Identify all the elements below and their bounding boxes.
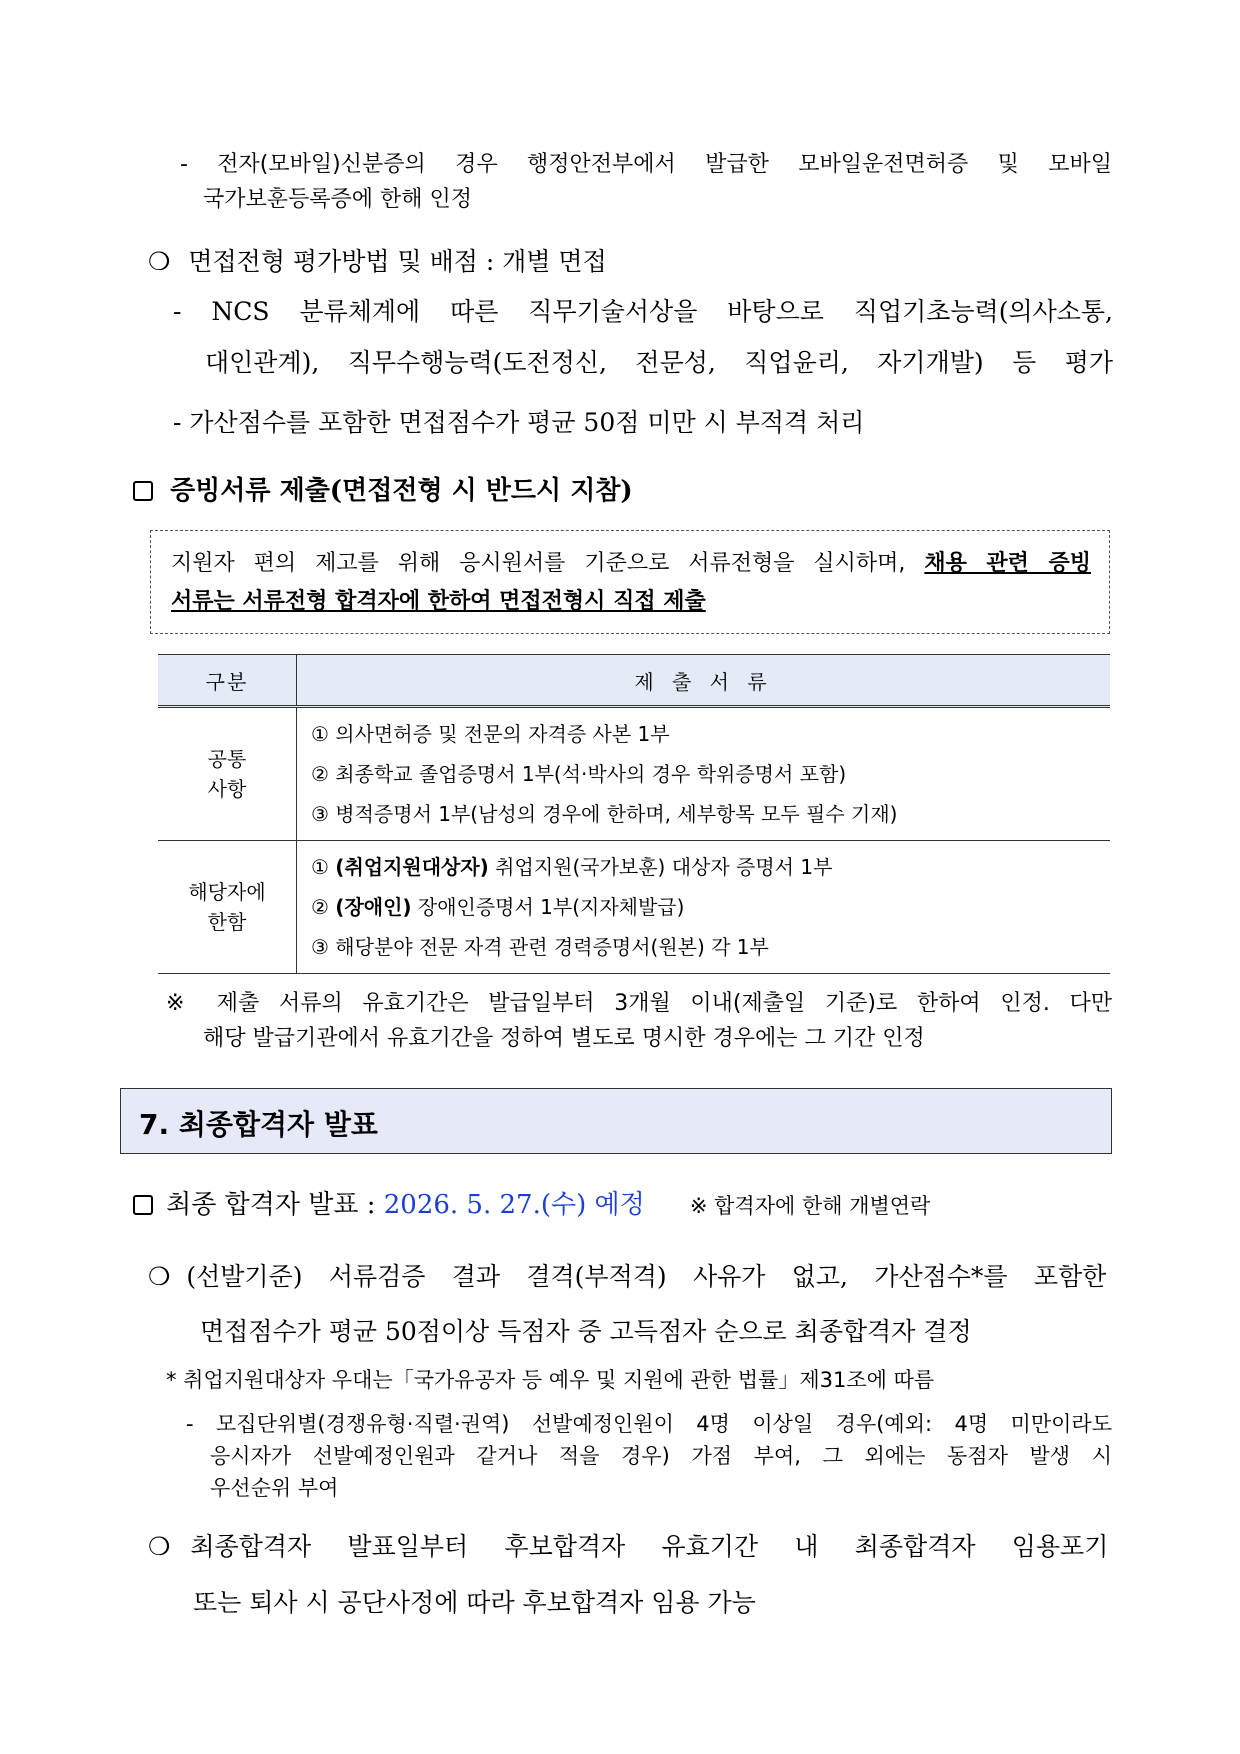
- list-item: ③ 병적증명서 1부(남성의 경우에 한하며, 세부항목 모두 필수 기재): [311, 802, 898, 826]
- notice-plain: 지원자 편의 제고를 위해 응시원서를 기준으로 서류전형을 실시하며,: [171, 551, 925, 576]
- notice-bold-2: 서류는 서류전형 합격자에 한하여 면접전형시 직접 제출: [171, 589, 706, 614]
- circle-bullet-icon: ❍: [148, 247, 171, 276]
- row-category: [158, 707, 297, 841]
- row-category-line1: 해당자에: [188, 880, 266, 904]
- criteria-line1-wrap: [148, 1257, 1106, 1293]
- reserve-line1-wrap: [148, 1527, 1108, 1563]
- row-category-line1: 공통: [207, 747, 247, 771]
- item-prefix: ②: [311, 895, 336, 919]
- reserve-line2: 또는 퇴사 시 공단사정에 따라 후보합격자 임용 가능: [193, 1588, 756, 1617]
- list-item: [311, 927, 1110, 967]
- item-bold: (취업지원대상자): [335, 855, 489, 879]
- list-item: [311, 847, 1110, 887]
- item-prefix: ③: [311, 935, 336, 959]
- checkbox-square-icon: [133, 481, 153, 501]
- row-category-line2: 한함: [207, 910, 247, 934]
- criteria-line1: (선발기준) 서류검증 결과 결격(부적격) 사유가 없고, 가산점수*를 포함한: [186, 1262, 1107, 1291]
- top-note-line-1: - 전자(모바일)신분증의 경우 행정안전부에서 발급한 모바일운전면허증 및 모바일: [180, 152, 1112, 177]
- documents-heading: [133, 470, 633, 507]
- table-header-docs: 제 출 서 류: [297, 655, 1111, 707]
- notice-bold-1: 채용 관련 증빙: [924, 551, 1091, 576]
- row-items: [297, 707, 1111, 841]
- item-prefix: ①: [311, 855, 336, 879]
- top-note-line-2: 국가보훈등록증에 한해 인정: [203, 187, 473, 212]
- row-category: [158, 841, 297, 974]
- table-header-category: 구분: [158, 655, 297, 707]
- section-7-title: 7. 최종합격자 발표: [139, 1108, 378, 1141]
- notice-text: [171, 545, 1091, 621]
- reserve-line1: 최종합격자 발표일부터 후보합격자 유효기간 내 최종합격자 임용포기: [190, 1532, 1109, 1561]
- list-item: ② 최종학교 졸업증명서 1부(석·박사의 경우 학위증명서 포함): [311, 762, 847, 786]
- announce-note: ※ 합격자에 한해 개별연락: [689, 1194, 931, 1218]
- announce-line: [133, 1184, 930, 1221]
- criteria-line2: 면접점수가 평균 50점이상 득점자 중 고득점자 순으로 최종합격자 결정: [200, 1317, 972, 1346]
- table-row: [158, 707, 1110, 841]
- criteria-footnote: * 취업지원대상자 우대는「국가유공자 등 예우 및 지원에 관한 법률」제31조에 따름: [166, 1368, 935, 1392]
- interview-heading-text: 면접전형 평가방법 및 배점 : 개별 면접: [188, 247, 607, 276]
- item-rest: 취업지원(국가보훈) 대상자 증명서 1부: [488, 855, 833, 879]
- item-bold: (장애인): [335, 895, 412, 919]
- validity-note-line1: ※ 제출 서류의 유효기간은 발급일부터 3개월 이내(제출일 기준)로 한하여 인정. 다만: [166, 991, 1112, 1016]
- interview-bullet1-line1: - NCS 분류체계에 따른 직무기술서상을 바탕으로 직업기초능력(의사소통,: [173, 297, 1113, 326]
- announce-label: 최종 합격자 발표 :: [166, 1190, 384, 1220]
- criteria-sub-line1: - 모집단위별(경쟁유형·직렬·권역) 선발예정인원이 4명 이상일 경우(예외: 4명 미만이라도: [186, 1412, 1112, 1436]
- list-item: ① 의사면허증 및 전문의 자격증 사본 1부: [311, 722, 670, 746]
- criteria-sub-line3: 우선순위 부여: [210, 1476, 339, 1500]
- documents-heading-text: 증빙서류 제출(면접전형 시 반드시 지참): [170, 476, 633, 506]
- item-rest: 장애인증명서 1부(지자체발급): [411, 895, 685, 919]
- notice-box: [150, 530, 1110, 634]
- checkbox-square-icon: [133, 1195, 153, 1215]
- section-7-header: [120, 1088, 1112, 1154]
- row-items: [297, 841, 1111, 974]
- circle-bullet-icon: ❍: [148, 1262, 171, 1291]
- interview-bullet1-line2: 대인관계), 직무수행능력(도전정신, 전문성, 직업윤리, 자기개발) 등 평가: [205, 348, 1113, 377]
- table-row: [158, 841, 1110, 974]
- circle-bullet-icon: ❍: [148, 1532, 171, 1561]
- criteria-sub-line2: 응시자가 선발예정인원과 같거나 적을 경우) 가점 부여, 그 외에는 동점자 발생 시: [210, 1444, 1112, 1468]
- interview-heading: [148, 242, 607, 278]
- documents-table: [158, 654, 1110, 974]
- list-item: [311, 887, 1110, 927]
- row-category-line2: 사항: [207, 777, 247, 801]
- announce-date: 2026. 5. 27.(수) 예정: [383, 1190, 645, 1220]
- interview-bullet2: - 가산점수를 포함한 면접점수가 평균 50점 미만 시 부적격 처리: [173, 408, 865, 437]
- item-rest: 해당분야 전문 자격 관련 경력증명서(원본) 각 1부: [335, 935, 769, 959]
- validity-note-line2: 해당 발급기관에서 유효기간을 정하여 별도로 명시한 경우에는 그 기간 인정: [203, 1026, 925, 1051]
